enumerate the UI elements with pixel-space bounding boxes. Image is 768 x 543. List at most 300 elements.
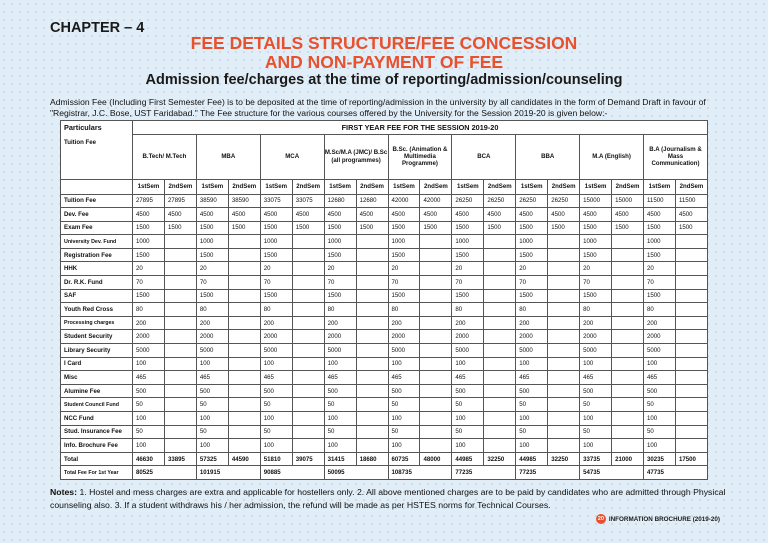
fee-cell <box>548 357 580 371</box>
chapter-heading: CHAPTER – 4 <box>50 20 145 36</box>
fee-row <box>61 235 708 249</box>
first-sem-header: 1stSem <box>260 179 292 194</box>
fee-cell <box>164 330 196 344</box>
fee-cell: 26250 <box>452 194 484 208</box>
fee-cell: 50 <box>196 398 228 412</box>
second-sem-header: 2ndSem <box>164 179 196 194</box>
fee-cell: 17500 <box>675 452 707 466</box>
fee-cell <box>612 439 644 453</box>
fee-cell: 1500 <box>580 221 612 235</box>
first-sem-header: 1stSem <box>196 179 228 194</box>
fee-row-label: Student Security <box>61 330 133 344</box>
fee-cell: 1500 <box>420 221 452 235</box>
fee-cell: 2000 <box>452 330 484 344</box>
course-header: M.A (English) <box>580 135 644 180</box>
fee-row <box>61 357 708 371</box>
course-header: B.Tech/ M.Tech <box>133 135 197 180</box>
fee-cell <box>548 344 580 358</box>
fee-cell: 80 <box>644 303 676 317</box>
fee-cell: 100 <box>196 439 228 453</box>
fee-cell <box>548 316 580 330</box>
fee-cell <box>164 384 196 398</box>
fee-cell <box>292 344 324 358</box>
fee-cell <box>228 439 260 453</box>
fee-cell <box>612 371 644 385</box>
fee-cell: 80 <box>260 303 292 317</box>
fee-cell <box>164 248 196 262</box>
fee-cell <box>548 371 580 385</box>
fee-cell <box>420 316 452 330</box>
fee-cell <box>420 330 452 344</box>
fee-cell: 4500 <box>260 208 292 222</box>
fee-cell: 20 <box>516 262 548 276</box>
fee-cell <box>420 303 452 317</box>
fee-cell: 1500 <box>516 289 548 303</box>
fee-cell: 1500 <box>484 221 516 235</box>
fee-cell <box>484 262 516 276</box>
fee-row-label: Processing charges <box>61 316 133 330</box>
fee-cell <box>420 384 452 398</box>
fee-cell <box>164 412 196 426</box>
fee-cell: 1500 <box>133 248 165 262</box>
fee-cell <box>675 303 707 317</box>
grand-total-cell: 108735 <box>388 466 452 480</box>
fee-cell: 50 <box>644 398 676 412</box>
fee-cell: 4500 <box>644 208 676 222</box>
fee-cell <box>548 248 580 262</box>
fee-cell: 4500 <box>388 208 420 222</box>
fee-cell: 100 <box>324 439 356 453</box>
fee-cell <box>292 439 324 453</box>
page-title-line1: FEE DETAILS STRUCTURE/FEE CONCESSION <box>190 33 578 53</box>
fee-row <box>61 452 708 466</box>
fee-cell: 5000 <box>516 344 548 358</box>
fee-cell <box>612 425 644 439</box>
fee-cell: 1500 <box>133 221 165 235</box>
blank-cell <box>61 179 133 194</box>
fee-cell: 50 <box>324 425 356 439</box>
fee-cell <box>612 262 644 276</box>
fee-cell <box>548 330 580 344</box>
first-sem-header: 1stSem <box>644 179 676 194</box>
fee-cell <box>548 289 580 303</box>
fee-cell: 1500 <box>580 248 612 262</box>
fee-cell <box>356 371 388 385</box>
course-header: MCA <box>260 135 324 180</box>
fee-row <box>61 262 708 276</box>
fee-cell: 20 <box>644 262 676 276</box>
fee-row-label: Library Security <box>61 344 133 358</box>
notes-text: 1. Hostel and mess charges are extra and applicable for hostellers only. 2. All above mentioned charges are to be paid by candidates who are admitted through Physical counseling also. 3. If a student withdraws his / her admission, the refund will be made as per HSTES norms for Technical Courses. <box>50 487 726 510</box>
fee-cell: 500 <box>196 384 228 398</box>
fee-cell <box>548 303 580 317</box>
fee-cell: 48000 <box>420 452 452 466</box>
fee-cell: 27895 <box>133 194 165 208</box>
fee-cell <box>675 330 707 344</box>
fee-cell <box>164 371 196 385</box>
page-title-line2: AND NON-PAYMENT OF FEE <box>264 52 504 72</box>
fee-cell <box>612 303 644 317</box>
fee-row <box>61 344 708 358</box>
fee-cell: 80 <box>133 303 165 317</box>
fee-cell: 500 <box>452 384 484 398</box>
fee-cell: 42000 <box>388 194 420 208</box>
fee-cell <box>292 330 324 344</box>
fee-cell: 20 <box>133 262 165 276</box>
fee-cell: 80 <box>580 303 612 317</box>
fee-cell: 2000 <box>644 330 676 344</box>
fee-cell <box>675 357 707 371</box>
fee-cell: 20 <box>324 262 356 276</box>
fee-cell <box>484 248 516 262</box>
tuition-fee-header: Tuition Fee <box>61 135 133 180</box>
fee-cell <box>356 276 388 290</box>
fee-cell: 100 <box>516 357 548 371</box>
fee-cell: 1500 <box>452 289 484 303</box>
first-sem-header: 1stSem <box>324 179 356 194</box>
fee-cell <box>164 235 196 249</box>
fee-cell: 1500 <box>324 221 356 235</box>
fee-row-label: Misc <box>61 371 133 385</box>
notes <box>50 486 730 512</box>
fee-cell <box>356 330 388 344</box>
fee-cell: 200 <box>516 316 548 330</box>
fee-cell <box>484 384 516 398</box>
fee-cell: 50 <box>644 425 676 439</box>
fee-cell <box>420 412 452 426</box>
second-sem-header: 2ndSem <box>228 179 260 194</box>
second-sem-header: 2ndSem <box>292 179 324 194</box>
fee-cell: 4500 <box>292 208 324 222</box>
fee-cell: 50 <box>452 425 484 439</box>
fee-cell <box>292 316 324 330</box>
fee-cell <box>484 357 516 371</box>
fee-cell <box>420 235 452 249</box>
fee-cell: 100 <box>388 412 420 426</box>
fee-cell: 4500 <box>196 208 228 222</box>
fee-cell: 1500 <box>292 221 324 235</box>
fee-cell: 50 <box>133 425 165 439</box>
fee-cell: 20 <box>388 262 420 276</box>
fee-cell: 500 <box>324 384 356 398</box>
fee-cell: 44985 <box>452 452 484 466</box>
second-sem-header: 2ndSem <box>612 179 644 194</box>
fee-cell: 200 <box>324 316 356 330</box>
fee-cell <box>484 344 516 358</box>
fee-cell: 465 <box>196 371 228 385</box>
fee-cell: 70 <box>388 276 420 290</box>
fee-cell: 70 <box>324 276 356 290</box>
fee-cell: 4500 <box>612 208 644 222</box>
fee-cell: 33075 <box>292 194 324 208</box>
fee-cell: 33735 <box>580 452 612 466</box>
fee-cell <box>164 316 196 330</box>
fee-cell <box>420 344 452 358</box>
fee-cell <box>228 357 260 371</box>
fee-cell <box>484 398 516 412</box>
fee-cell: 20 <box>452 262 484 276</box>
grand-total-cell: 77235 <box>516 466 580 480</box>
first-sem-header: 1stSem <box>388 179 420 194</box>
fee-cell <box>228 262 260 276</box>
fee-cell: 70 <box>644 276 676 290</box>
fee-cell <box>484 412 516 426</box>
fee-row <box>61 221 708 235</box>
fee-cell: 4500 <box>228 208 260 222</box>
fee-cell: 1500 <box>324 289 356 303</box>
fee-cell: 200 <box>644 316 676 330</box>
second-sem-header: 2ndSem <box>420 179 452 194</box>
fee-row-label: Info. Brochure Fee <box>61 439 133 453</box>
fee-cell <box>612 276 644 290</box>
fee-cell: 465 <box>452 371 484 385</box>
fee-cell: 1000 <box>644 235 676 249</box>
fee-cell: 100 <box>260 412 292 426</box>
fee-cell <box>675 262 707 276</box>
fee-cell <box>675 398 707 412</box>
fee-cell: 465 <box>324 371 356 385</box>
fee-cell <box>228 398 260 412</box>
fee-row-label: Youth Red Cross <box>61 303 133 317</box>
fee-cell <box>675 425 707 439</box>
fee-cell: 4500 <box>580 208 612 222</box>
fee-table <box>60 120 708 480</box>
fee-cell: 500 <box>133 384 165 398</box>
fee-cell <box>612 316 644 330</box>
fee-cell: 1000 <box>580 235 612 249</box>
fee-cell: 100 <box>644 357 676 371</box>
fee-row <box>61 398 708 412</box>
fee-cell <box>292 371 324 385</box>
fee-cell: 1500 <box>675 221 707 235</box>
fee-cell: 100 <box>324 357 356 371</box>
fee-cell: 12680 <box>356 194 388 208</box>
fee-cell: 465 <box>516 371 548 385</box>
fee-cell: 57325 <box>196 452 228 466</box>
fee-cell: 2000 <box>324 330 356 344</box>
fee-cell: 1000 <box>516 235 548 249</box>
fee-cell <box>164 439 196 453</box>
fee-cell <box>228 303 260 317</box>
fee-cell: 32250 <box>548 452 580 466</box>
fee-row <box>61 412 708 426</box>
fee-cell: 32250 <box>484 452 516 466</box>
fee-cell: 200 <box>133 316 165 330</box>
fee-row-label: Student Council Fund <box>61 398 133 412</box>
fee-cell <box>548 384 580 398</box>
fee-cell: 70 <box>196 276 228 290</box>
particulars-header: Particulars <box>61 121 133 135</box>
grand-total-cell: 77235 <box>452 466 516 480</box>
fee-cell: 4500 <box>356 208 388 222</box>
fee-cell: 5000 <box>133 344 165 358</box>
fee-cell: 4500 <box>452 208 484 222</box>
fee-cell <box>292 412 324 426</box>
fee-cell: 20 <box>260 262 292 276</box>
fee-cell <box>612 357 644 371</box>
fee-cell <box>420 398 452 412</box>
fee-cell: 100 <box>452 357 484 371</box>
fee-cell: 1500 <box>196 221 228 235</box>
fee-cell: 100 <box>388 357 420 371</box>
fee-cell: 50 <box>388 425 420 439</box>
fee-cell: 5000 <box>324 344 356 358</box>
fee-cell <box>356 384 388 398</box>
fee-cell: 20 <box>196 262 228 276</box>
fee-cell: 1500 <box>388 221 420 235</box>
fee-row-label: Dr. R.K. Fund <box>61 276 133 290</box>
fee-cell <box>164 303 196 317</box>
fee-cell: 100 <box>260 357 292 371</box>
fee-cell: 50 <box>580 425 612 439</box>
fee-cell: 1500 <box>452 221 484 235</box>
fee-cell: 1000 <box>196 235 228 249</box>
fee-cell: 70 <box>260 276 292 290</box>
fee-cell <box>548 425 580 439</box>
fee-row-label: University Dev. Fund <box>61 235 133 249</box>
fee-cell: 26250 <box>548 194 580 208</box>
fee-cell <box>164 357 196 371</box>
grand-total-cell: 54735 <box>580 466 644 480</box>
second-sem-header: 2ndSem <box>548 179 580 194</box>
fee-cell: 500 <box>260 384 292 398</box>
fee-cell: 2000 <box>133 330 165 344</box>
first-sem-header: 1stSem <box>452 179 484 194</box>
fee-cell <box>420 371 452 385</box>
course-header: M.Sc/M.A (JMC)/ B.Sc (all programmes) <box>324 135 388 180</box>
fee-cell: 200 <box>580 316 612 330</box>
fee-cell: 100 <box>580 412 612 426</box>
fee-cell <box>420 357 452 371</box>
fee-cell <box>484 276 516 290</box>
course-header: B.A (Journalism & Mass Communication) <box>644 135 708 180</box>
fee-cell <box>675 289 707 303</box>
fee-cell: 100 <box>196 357 228 371</box>
fee-cell <box>548 439 580 453</box>
fee-row-label: HHK <box>61 262 133 276</box>
fee-cell <box>164 276 196 290</box>
fee-cell <box>228 289 260 303</box>
fee-cell: 1500 <box>612 221 644 235</box>
fee-cell <box>612 344 644 358</box>
fee-cell <box>292 262 324 276</box>
grand-total-cell: 47735 <box>644 466 708 480</box>
fee-cell: 80 <box>388 303 420 317</box>
fee-cell <box>675 276 707 290</box>
fee-cell: 1500 <box>548 221 580 235</box>
fee-cell <box>420 276 452 290</box>
course-header: BBA <box>516 135 580 180</box>
fee-row-label: Total <box>61 452 133 466</box>
course-header: MBA <box>196 135 260 180</box>
fee-cell <box>484 330 516 344</box>
fee-cell: 200 <box>196 316 228 330</box>
fee-cell <box>548 262 580 276</box>
fee-cell: 200 <box>388 316 420 330</box>
fee-cell <box>548 398 580 412</box>
fee-cell: 1500 <box>644 221 676 235</box>
fee-cell: 100 <box>644 412 676 426</box>
fee-cell: 1500 <box>196 289 228 303</box>
fee-cell: 1500 <box>196 248 228 262</box>
fee-cell: 4500 <box>516 208 548 222</box>
fee-cell <box>228 248 260 262</box>
fee-cell: 50 <box>516 398 548 412</box>
fee-cell <box>292 398 324 412</box>
fee-cell: 26250 <box>516 194 548 208</box>
first-sem-header: 1stSem <box>516 179 548 194</box>
fee-row-label: NCC Fund <box>61 412 133 426</box>
fee-cell <box>356 344 388 358</box>
fee-cell <box>356 425 388 439</box>
fee-cell <box>548 412 580 426</box>
fee-cell: 11500 <box>675 194 707 208</box>
fee-row-label: Tuition Fee <box>61 194 133 208</box>
fee-cell <box>484 425 516 439</box>
fee-cell: 100 <box>133 412 165 426</box>
fee-cell: 80 <box>324 303 356 317</box>
fee-cell <box>484 439 516 453</box>
fee-cell: 11500 <box>644 194 676 208</box>
footer-text: INFORMATION BROCHURE (2019-20) <box>608 515 720 523</box>
fee-cell: 100 <box>388 439 420 453</box>
fee-cell: 50 <box>452 398 484 412</box>
fee-cell <box>164 262 196 276</box>
fee-cell: 1500 <box>644 289 676 303</box>
fee-cell: 500 <box>516 384 548 398</box>
fee-cell <box>292 235 324 249</box>
fee-cell <box>356 262 388 276</box>
fee-cell: 100 <box>196 412 228 426</box>
fee-row-label: Registration Fee <box>61 248 133 262</box>
fee-cell <box>675 371 707 385</box>
fee-cell: 465 <box>388 371 420 385</box>
fee-cell: 31415 <box>324 452 356 466</box>
fee-row-label: SAF <box>61 289 133 303</box>
fee-cell <box>164 398 196 412</box>
fee-row-label: Dev. Fee <box>61 208 133 222</box>
fee-cell: 4500 <box>420 208 452 222</box>
fee-cell: 500 <box>388 384 420 398</box>
fee-cell: 27895 <box>164 194 196 208</box>
fee-cell: 200 <box>260 316 292 330</box>
fee-cell: 80 <box>516 303 548 317</box>
fee-row <box>61 289 708 303</box>
grand-total-cell: 50095 <box>324 466 388 480</box>
first-sem-header: 1stSem <box>580 179 612 194</box>
fee-cell: 2000 <box>516 330 548 344</box>
fee-cell: 26250 <box>484 194 516 208</box>
fee-cell <box>612 412 644 426</box>
fee-cell: 100 <box>644 439 676 453</box>
fee-cell <box>612 398 644 412</box>
second-sem-header: 2ndSem <box>675 179 707 194</box>
fee-cell: 4500 <box>484 208 516 222</box>
fee-cell <box>292 425 324 439</box>
fee-cell <box>356 289 388 303</box>
fee-cell <box>484 289 516 303</box>
fee-cell: 4500 <box>324 208 356 222</box>
fee-cell <box>484 235 516 249</box>
fee-cell <box>612 384 644 398</box>
fee-cell: 500 <box>644 384 676 398</box>
fee-cell: 1500 <box>388 248 420 262</box>
fee-cell: 5000 <box>388 344 420 358</box>
fee-cell <box>612 235 644 249</box>
fee-cell <box>675 384 707 398</box>
fee-cell: 4500 <box>133 208 165 222</box>
intro-paragraph: Admission Fee (Including First Semester Fee) is to be deposited at the time of reporting/admission in the university by all candidates in the form of Demand Draft in favour of "Registrar, J.C. Bose, UST Faridabad." The Fee structure for the various courses offered by the University for the Session 2019-20 is given below:- <box>50 97 706 118</box>
